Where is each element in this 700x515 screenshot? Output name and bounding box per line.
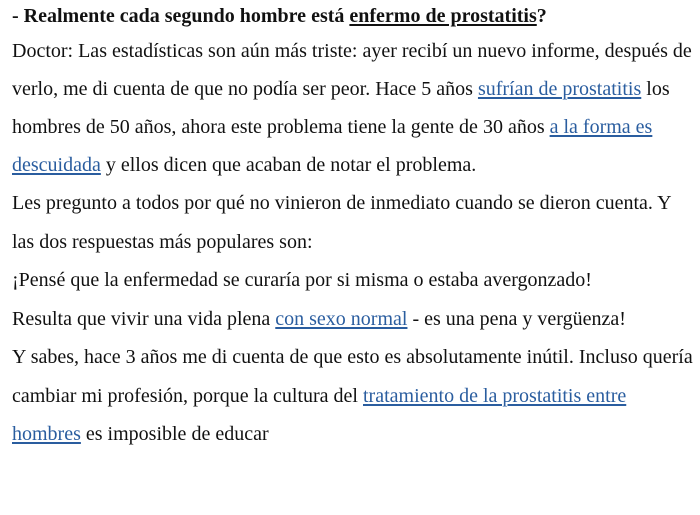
paragraph-text: ¡Pensé que la enfermedad se curaría por si misma o estaba avergonzado! xyxy=(12,269,592,291)
link-prostatitis-treatment[interactable]: tratamiento de la prostatitis entre hombres xyxy=(12,384,627,445)
question-suffix: ? xyxy=(536,5,547,27)
link-prostatitis-50[interactable]: sufrían de prostatitis xyxy=(477,78,642,100)
question-heading xyxy=(12,0,696,32)
paragraph-text: - es una pena y vergüenza! xyxy=(407,307,626,330)
paragraph-text: Les pregunto a todos por qué no vinieron de inmediato cuando se dieron cuenta. Y las dos respuestas más populares son: xyxy=(12,192,671,253)
article-body xyxy=(12,0,696,454)
link-neglected-form[interactable]: a la forma es descuidada xyxy=(12,116,653,176)
paragraph-doctor-statistics xyxy=(12,32,696,184)
paragraph-profession xyxy=(12,338,696,454)
paragraph-text: Doctor: Las estadísticas son aún más triste: ayer recibí un nuevo informe, después de verlo, me di cuenta de que no podía ser peor. Hace 5 años xyxy=(12,40,692,100)
paragraph-answer-quote xyxy=(12,261,696,300)
paragraph-text: Y sabes, hace 3 años me di cuenta de que esto es absolutamente inútil. Incluso quería cambiar mi profesión, porque la cultura del xyxy=(12,346,693,407)
paragraph-text: Resulta que vivir una vida plena xyxy=(12,307,276,330)
paragraph-text: es imposible de educar xyxy=(80,423,269,445)
paragraph-question-patients xyxy=(12,184,696,261)
paragraph-text: los hombres de 50 años, ahora este problema tiene la gente de 30 años xyxy=(12,78,670,138)
question-prefix: - Realmente cada segundo hombre está xyxy=(12,5,350,27)
link-normal-sex[interactable]: con sexo normal xyxy=(275,307,408,330)
paragraph-text: y ellos dicen que acaban de notar el problema. xyxy=(100,154,477,176)
question-emphasis: enfermo de prostatitis xyxy=(349,5,537,27)
paragraph-full-life xyxy=(12,300,696,339)
